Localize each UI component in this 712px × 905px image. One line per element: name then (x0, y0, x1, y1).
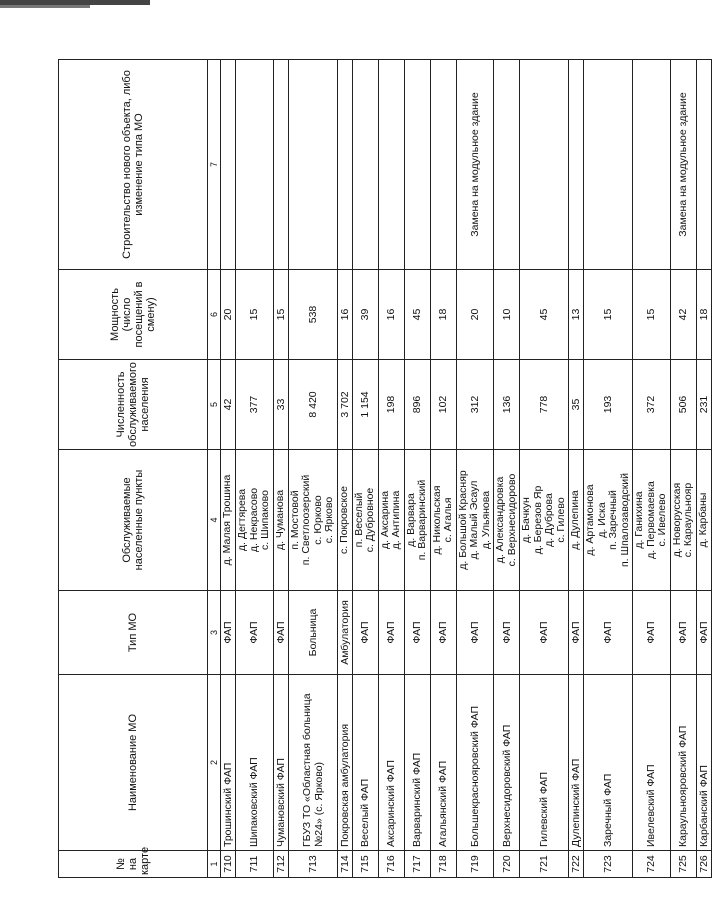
place-name: д. Дуброва (543, 493, 555, 547)
facility-name-cell: Ивелевский ФАП (633, 675, 671, 851)
capacity-cell: 13 (569, 270, 584, 360)
facility-name-cell: Агальянский ФАП (430, 675, 456, 851)
population-cell: 3 702 (337, 360, 352, 450)
facility-name-cell: Гилевский ФАП (520, 675, 569, 851)
header-type: Тип МО (59, 591, 208, 675)
population-cell: 312 (456, 360, 494, 450)
rotated-page (58, 60, 710, 878)
map-number-cell: 725 (670, 851, 696, 878)
place-name: д. Большой Красняр (456, 470, 469, 570)
map-number-cell: 726 (696, 851, 711, 878)
capacity-cell: 20 (221, 270, 236, 360)
places-cell (273, 450, 288, 591)
facility-type-cell: ФАП (404, 591, 430, 675)
population-cell: 33 (273, 360, 288, 450)
map-number-cell: 723 (584, 851, 633, 878)
place-name: д. Дулепина (569, 490, 582, 550)
construction-cell (273, 60, 288, 270)
table-row (520, 60, 569, 878)
place-name: с. Шипаково (259, 490, 271, 550)
capacity-cell: 15 (236, 270, 274, 360)
capacity-cell: 15 (273, 270, 288, 360)
capacity-cell: 20 (456, 270, 494, 360)
construction-cell (288, 60, 337, 270)
places-cell (494, 450, 520, 591)
facility-type-cell: ФАП (378, 591, 404, 675)
population-cell: 193 (584, 360, 633, 450)
facility-name-cell: Чумановский ФАП (273, 675, 288, 851)
map-number-cell: 712 (273, 851, 288, 878)
column-number: 2 (208, 675, 221, 851)
capacity-cell: 16 (378, 270, 404, 360)
facility-name-cell: Дулепинский ФАП (569, 675, 584, 851)
capacity-cell: 15 (633, 270, 671, 360)
places-cell (288, 450, 337, 591)
column-number: 5 (208, 360, 221, 450)
capacity-cell: 45 (520, 270, 569, 360)
place-name: с. Агалья (442, 497, 454, 543)
population-cell: 42 (221, 360, 236, 450)
construction-cell (404, 60, 430, 270)
column-number: 6 (208, 270, 221, 360)
table-row (273, 60, 288, 878)
map-number-cell: 720 (494, 851, 520, 878)
construction-cell (633, 60, 671, 270)
map-number-cell: 717 (404, 851, 430, 878)
scan-artifact (0, 5, 90, 8)
facility-name-cell: Трошинский ФАП (221, 675, 236, 851)
map-number-cell: 715 (352, 851, 378, 878)
place-name: д. Артамонова (584, 484, 596, 556)
capacity-cell: 10 (494, 270, 520, 360)
place-name: с. Караульнояр (682, 482, 694, 558)
construction-cell (221, 60, 236, 270)
header-capacity: Мощность (число посещений в смену) (59, 270, 208, 360)
population-cell: 778 (520, 360, 569, 450)
facility-type-cell: Больница (288, 591, 337, 675)
population-cell: 198 (378, 360, 404, 450)
place-name: д. Александровка (494, 476, 506, 564)
places-cell (584, 450, 633, 591)
table-row (584, 60, 633, 878)
map-number-cell: 711 (236, 851, 274, 878)
map-number-cell: 718 (430, 851, 456, 878)
map-number-cell: 716 (378, 851, 404, 878)
capacity-cell: 18 (430, 270, 456, 360)
place-name: д. Варвара (404, 493, 417, 547)
capacity-cell: 39 (352, 270, 378, 360)
places-cell (520, 450, 569, 591)
place-name: с. Покровское (337, 486, 350, 554)
capacity-cell: 18 (696, 270, 711, 360)
table-row (221, 60, 236, 878)
facility-type-cell: ФАП (633, 591, 671, 675)
places-cell (430, 450, 456, 591)
facility-name-cell: Большекраснояровский ФАП (456, 675, 494, 851)
place-name: п. Варваринский (416, 479, 428, 561)
column-number: 4 (208, 450, 221, 591)
place-name: д. Малая Трошина (221, 474, 234, 566)
places-cell (404, 450, 430, 591)
capacity-cell: 15 (584, 270, 633, 360)
facility-type-cell: ФАП (670, 591, 696, 675)
places-cell (456, 450, 494, 591)
map-number-cell: 719 (456, 851, 494, 878)
place-name: д. Березов Яр (531, 485, 544, 555)
facility-name-cell: Покровская амбулатория (337, 675, 352, 851)
header-row (59, 60, 208, 878)
place-name: с. Ярково (323, 496, 335, 544)
facility-name-cell: ГБУЗ ТО «Областная больница №24» (с. Ярково) (288, 675, 337, 851)
place-name: д. Антипина (390, 490, 402, 550)
capacity-cell: 16 (337, 270, 352, 360)
map-number-cell: 713 (288, 851, 337, 878)
header-name: Наименование МО (59, 675, 208, 851)
place-name: д. Ганихина (633, 491, 645, 549)
population-cell: 896 (404, 360, 430, 450)
facility-type-cell: ФАП (520, 591, 569, 675)
places-cell (236, 450, 274, 591)
facility-name-cell: Карбанский ФАП (696, 675, 711, 851)
place-name: п. Светлоозерский (300, 474, 312, 566)
capacity-cell: 42 (670, 270, 696, 360)
place-name: д. Малый Эсаул (468, 480, 480, 560)
places-cell (633, 450, 671, 591)
table-row (633, 60, 671, 878)
table-row (404, 60, 430, 878)
column-number: 3 (208, 591, 221, 675)
places-cell (378, 450, 404, 591)
map-number-cell: 724 (633, 851, 671, 878)
capacity-cell: 45 (404, 270, 430, 360)
places-cell (569, 450, 584, 591)
facility-type-cell: ФАП (430, 591, 456, 675)
facility-name-cell: Верхнесидоровский ФАП (494, 675, 520, 851)
header-construction: Строительство нового объекта, либо изменение типа МО (59, 60, 208, 270)
facility-type-cell: ФАП (456, 591, 494, 675)
place-name: с. Дубровное (364, 487, 376, 553)
map-number-cell: 721 (520, 851, 569, 878)
map-number-cell: 710 (221, 851, 236, 878)
construction-cell: Замена на модульное здание (670, 60, 696, 270)
column-number-row (208, 60, 221, 878)
place-name: д. Первомаевка (644, 481, 657, 559)
place-name: с. Ивелево (656, 493, 668, 547)
table-row (352, 60, 378, 878)
table-row (337, 60, 352, 878)
place-name: д. Новорусская (670, 482, 683, 558)
table-row (494, 60, 520, 878)
facility-type-cell: Амбулатория (337, 591, 352, 675)
places-cell (352, 450, 378, 591)
construction-cell (378, 60, 404, 270)
place-name: д. Ульянова (479, 490, 492, 550)
table-row (236, 60, 274, 878)
construction-cell (494, 60, 520, 270)
construction-cell (696, 60, 711, 270)
place-name: п. Заречный (607, 490, 619, 550)
medical-facilities-table (58, 59, 712, 878)
place-name: с. Юрково (311, 495, 324, 545)
place-name: п. Шпалозаводский (618, 472, 631, 568)
population-cell: 136 (494, 360, 520, 450)
construction-cell (569, 60, 584, 270)
construction-cell (236, 60, 274, 270)
construction-cell: Замена на модульное здание (456, 60, 494, 270)
construction-cell (352, 60, 378, 270)
place-name: п. Мостовой (288, 490, 301, 550)
place-name: д. Дегтярева (236, 488, 248, 552)
place-name: д. Аксарина (378, 490, 391, 550)
population-cell: 8 420 (288, 360, 337, 450)
population-cell: 1 154 (352, 360, 378, 450)
table-row (456, 60, 494, 878)
construction-cell (430, 60, 456, 270)
population-cell: 372 (633, 360, 671, 450)
facility-name-cell: Аксаринский ФАП (378, 675, 404, 851)
population-cell: 377 (236, 360, 274, 450)
place-name: с. Верхнесидорово (505, 473, 518, 567)
construction-cell (520, 60, 569, 270)
facility-type-cell: ФАП (696, 591, 711, 675)
map-number-cell: 714 (337, 851, 352, 878)
facility-name-cell: Заречный ФАП (584, 675, 633, 851)
places-cell (337, 450, 352, 591)
map-number-cell: 722 (569, 851, 584, 878)
facility-type-cell: ФАП (236, 591, 274, 675)
place-name: с. Гилево (554, 497, 567, 543)
table-row (378, 60, 404, 878)
place-name: д. Никольская (430, 485, 443, 555)
places-cell (696, 450, 711, 591)
place-name: д. Иска (595, 502, 608, 538)
construction-cell (337, 60, 352, 270)
construction-cell (584, 60, 633, 270)
column-number: 1 (208, 851, 221, 878)
facility-type-cell: ФАП (584, 591, 633, 675)
place-name: д. Некрасово (247, 487, 260, 553)
facility-name-cell: Шипаковский ФАП (236, 675, 274, 851)
population-cell: 231 (696, 360, 711, 450)
facility-type-cell: ФАП (221, 591, 236, 675)
table-row (670, 60, 696, 878)
table-row (430, 60, 456, 878)
facility-type-cell: ФАП (273, 591, 288, 675)
facility-name-cell: Варваринский ФАП (404, 675, 430, 851)
facility-name-cell: Караульнояровский ФАП (670, 675, 696, 851)
place-name: д. Бачкун (520, 497, 532, 543)
table-row (288, 60, 337, 878)
header-places: Обслуживаемые населенные пункты (59, 450, 208, 591)
table-row (569, 60, 584, 878)
table-row (696, 60, 711, 878)
population-cell: 506 (670, 360, 696, 450)
facility-type-cell: ФАП (569, 591, 584, 675)
place-name: д. Чуманова (273, 489, 286, 551)
facility-name-cell: Веселый ФАП (352, 675, 378, 851)
capacity-cell: 538 (288, 270, 337, 360)
facility-type-cell: ФАП (494, 591, 520, 675)
header-map-number: № на карте (59, 851, 208, 878)
population-cell: 102 (430, 360, 456, 450)
column-number: 7 (208, 60, 221, 270)
places-cell (670, 450, 696, 591)
places-cell (221, 450, 236, 591)
population-cell: 35 (569, 360, 584, 450)
place-name: п. Веселый (352, 492, 365, 548)
facility-type-cell: ФАП (352, 591, 378, 675)
header-population: Численность обслуживаемого населения (59, 360, 208, 450)
place-name: д. Карбаны (696, 492, 709, 548)
